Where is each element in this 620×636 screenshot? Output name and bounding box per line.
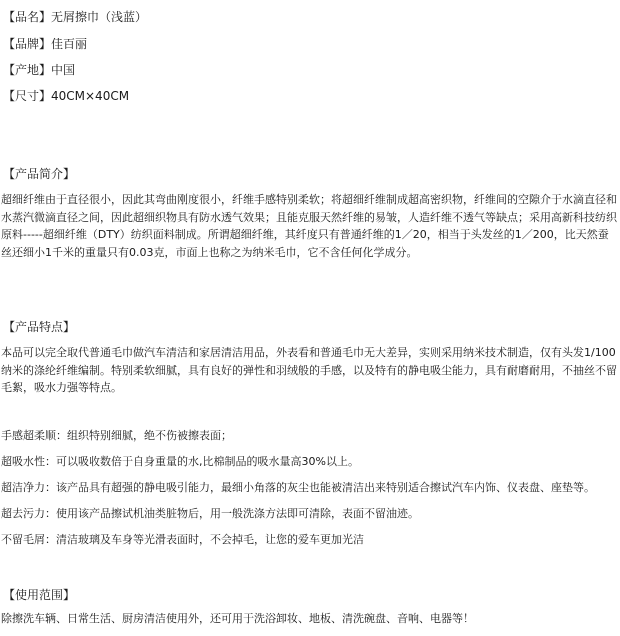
feature-item-stain: 超去污力：使用该产品擦试机油类脏物后，用一般洗涤方法即可清除，表面不留油迹。 (1, 507, 419, 520)
intro-heading: 【产品简介】 (3, 167, 76, 181)
feature-item-absorb: 超吸水性：可以吸收数倍于自身重量的水,比棉制品的吸水量高30%以上。 (1, 455, 359, 468)
intro-body: 超细纤维由于直径很小，因此其弯曲刚度很小，纤维手感特别柔软；将超细纤维制成超高密织物，纤维间的空隙介于水滴直径和水蒸汽微滴直径之间，因此超细织物具有防水透气效果；且能克服天然纤维的易皱，人造纤维不透气等缺点；采用高新科技纺织原料-----超细纤维（DTY）纺织面料制成。所谓超细纤维，其纤度只有普通纤维的1／20，相当于头发丝的1／200，比天然蚕丝还细小1千米的重量只有0.03克，市面上也称之为纳米毛巾，它不含任何化学成分。 (1, 193, 617, 259)
feature-item-lint: 不留毛屑：清洁玻璃及车身等光滑表面时，不会掉毛，让您的爱车更加光洁 (1, 533, 364, 546)
usage-heading: 【使用范围】 (3, 588, 76, 602)
spec-brand: 【品牌】佳百丽 (3, 37, 88, 51)
features-body: 本品可以完全取代普通毛巾做汽车清洁和家居清洁用品，外表看和普通毛巾无大差异，实则采用纳米技术制造，仅有头发1/100纳米的涤纶纤维编制。特别柔软细腻，具有良好的弹性和羽绒般的手感，以及特有的静电吸尘能力，具有耐磨耐用，不抽丝不留毛絮，吸水力强等特点。 (1, 346, 617, 394)
spec-name: 【品名】无屑擦巾（浅蓝） (3, 10, 148, 24)
features-heading: 【产品特点】 (3, 320, 76, 334)
feature-item-soft: 手感超柔顺：组织特别细腻，绝不伤被擦表面； (1, 429, 232, 442)
feature-item-clean: 超洁净力：该产品具有超强的静电吸引能力，最细小角落的灰尘也能被清洁出来特别适合擦试汽车内饰、仪表盘、座垫等。 (1, 481, 595, 494)
spec-origin: 【产地】中国 (3, 63, 76, 77)
spec-size: 【尺寸】40CM×40CM (3, 89, 130, 103)
usage-body: 除擦洗车辆、日常生活、厨房清洁使用外，还可用于洗浴卸妆、地板、清洗碗盘、音响、电器等！ (1, 612, 474, 625)
